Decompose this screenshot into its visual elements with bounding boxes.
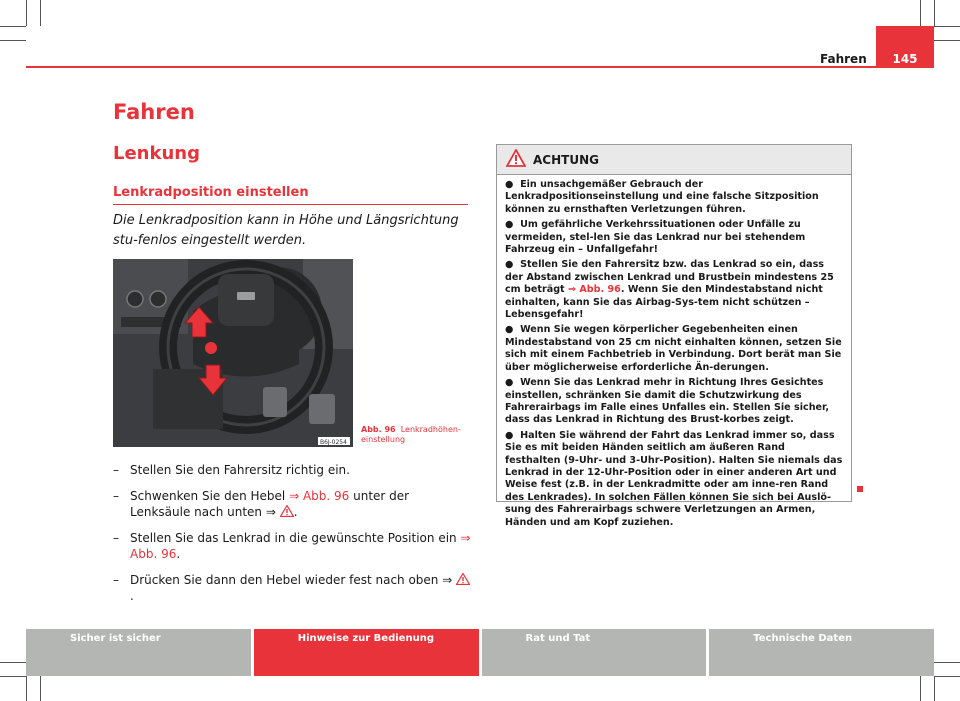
step-text: Stellen Sie das Lenkrad in die gewünschte Position ein xyxy=(130,531,461,545)
figure-image-code: B6J-0254 xyxy=(320,439,347,446)
bullet: ● xyxy=(505,219,514,231)
warning-item-text: Stellen Sie den Fahrersitz bzw. das Lenkrad so ein, dass der Abstand zwischen Lenkrad und Brustbein mindestens 25 cm beträgt xyxy=(505,259,834,296)
section-title: Lenkung xyxy=(113,143,200,164)
bullet: ● xyxy=(505,179,514,190)
running-header-title: Fahren xyxy=(820,52,867,66)
header-rule xyxy=(26,66,934,68)
subsection-title: Lenkradposition einstellen xyxy=(113,185,309,200)
list-item xyxy=(113,488,473,520)
bullet: ● xyxy=(505,324,514,336)
crop-mark xyxy=(0,40,26,41)
figure-caption xyxy=(361,425,471,445)
warning-item-text: . Wenn Sie den Mindestabstand nicht einhalten, kann Sie das Airbag-Sys-tem nicht schützen – Lebensgefahr! xyxy=(505,284,823,321)
step-text: Drücken Sie dann den Hebel wieder fest nach oben ⇒ xyxy=(130,573,457,587)
warning-item-text: Ein unsachgemäßer Gebrauch der Lenkradpositionseinstellung und eine falsche Sitzposition können zu ernsthaften Verletzungen führen. xyxy=(505,179,819,215)
crop-mark xyxy=(934,26,960,27)
warning-item-text: Um gefährliche Verkehrssituationen oder Unfälle zu vermeiden, stel-len Sie das Lenkrad nur bei stehendem Fahrzeug ein – Unfallgefahr! xyxy=(505,219,806,256)
page-number: 145 xyxy=(876,26,934,68)
bullet: ● xyxy=(505,377,514,389)
footer-tab-technische-daten[interactable]: Technische Daten xyxy=(709,629,934,676)
warning-item-text: Wenn Sie das Lenkrad mehr in Richtung Ihres Gesichtes einstellen, schränken Sie damit die Schutzwirkung des Fahrerairbags im Falle eines Unfalles ein. Stellen Sie sicher, dass das Lenkrad in Richtung des Brust-korbes zeigt. xyxy=(505,377,830,426)
step-dash: – xyxy=(113,489,119,503)
subsection-rule xyxy=(113,204,468,205)
warning-item-text: Halten Sie während der Fahrt das Lenkrad immer so, dass Sie es mit beiden Händen seitlich am äußeren Rand festhalten (9-Uhr- und 3-Uhr-Position). Halten Sie niemals das Lenkrad in der 12-Uhr-Position oder in einer anderen Art und Weise fest (z.B. in der Lenkradmitte oder am inne-ren Rand des Lenkrades). In solchen Fällen können Sie sich bei Auslö-sung des Fahrerairbags schwere Verletzungen an Armen, Händen und am Kopf zuziehen. xyxy=(505,429,843,528)
list-item xyxy=(505,259,843,321)
step-text: unter der Lenksäule nach unten ⇒ xyxy=(130,489,410,519)
crop-mark xyxy=(920,676,921,701)
step-dash: – xyxy=(113,573,119,587)
crop-mark xyxy=(934,676,935,701)
figure-reference-link[interactable]: ⇒ Abb. 96 xyxy=(130,531,471,561)
steering-wheel-figure xyxy=(113,259,353,447)
crop-mark xyxy=(26,0,27,26)
crop-mark xyxy=(920,0,921,26)
warning-triangle-icon[interactable] xyxy=(456,573,470,585)
bullet: ● xyxy=(505,429,514,441)
step-text: . xyxy=(293,505,298,519)
instruction-steps xyxy=(113,462,473,614)
figure-caption-text: Lenkradhöhen-einstellung xyxy=(361,425,461,444)
footer-tab-rat-und-tat[interactable]: Rat und Tat xyxy=(482,629,707,676)
figure-reference-link[interactable]: ⇒ Abb. 96 xyxy=(289,489,350,503)
warning-title: ACHTUNG xyxy=(533,153,599,167)
crop-mark xyxy=(26,676,27,701)
chapter-title: Fahren xyxy=(113,100,195,124)
figure-reference-link[interactable]: ⇒ Abb. 96 xyxy=(567,284,621,296)
list-item xyxy=(505,219,843,256)
steering-wheel-illustration xyxy=(113,259,353,447)
figure-label: Abb. 96 xyxy=(361,425,396,434)
step-text: . xyxy=(176,547,181,561)
warning-body xyxy=(497,175,851,529)
step-dash: – xyxy=(113,463,119,477)
step-text: Stellen Sie den Fahrersitz richtig ein. xyxy=(130,463,350,477)
warning-item-text: Wenn Sie wegen körperlicher Gegebenheiten einen Mindestabstand von 25 cm nicht einhalten können, setzen Sie sich mit einem Fachbetrieb in Verbindung. Dort berät man Sie über möglicherweise erforderliche Än-derungen. xyxy=(505,324,842,373)
list-item xyxy=(113,572,473,604)
list-item xyxy=(505,377,843,427)
crop-mark xyxy=(934,0,935,26)
step-dash: – xyxy=(113,531,119,545)
footer-nav xyxy=(26,629,934,676)
warning-triangle-icon xyxy=(506,149,526,167)
list-item xyxy=(505,324,843,374)
crop-mark xyxy=(0,676,26,677)
footer-tab-sicher-ist-sicher[interactable]: Sicher ist sicher xyxy=(26,629,251,676)
crop-mark xyxy=(934,676,960,677)
crop-mark xyxy=(40,0,41,26)
warning-box xyxy=(496,144,852,528)
list-item xyxy=(113,462,473,478)
list-item xyxy=(505,179,843,216)
warning-header xyxy=(497,145,851,175)
list-item xyxy=(113,530,473,562)
step-text: Schwenken Sie den Hebel xyxy=(130,489,290,503)
footer-tab-hinweise-zur-bedienung[interactable]: Hinweise zur Bedienung xyxy=(254,629,479,676)
step-text: . xyxy=(130,589,134,603)
crop-mark xyxy=(40,676,41,701)
section-end-marker xyxy=(857,486,863,492)
warning-triangle-icon[interactable] xyxy=(280,505,294,517)
crop-mark xyxy=(0,26,26,27)
list-item xyxy=(505,430,843,529)
crop-mark xyxy=(934,662,960,663)
crop-mark xyxy=(0,662,26,663)
bullet: ● xyxy=(505,259,514,271)
intro-text: Die Lenkradposition kann in Höhe und Längsrichtung stu-fenlos eingestellt werden. xyxy=(113,213,459,248)
crop-mark xyxy=(934,40,960,41)
